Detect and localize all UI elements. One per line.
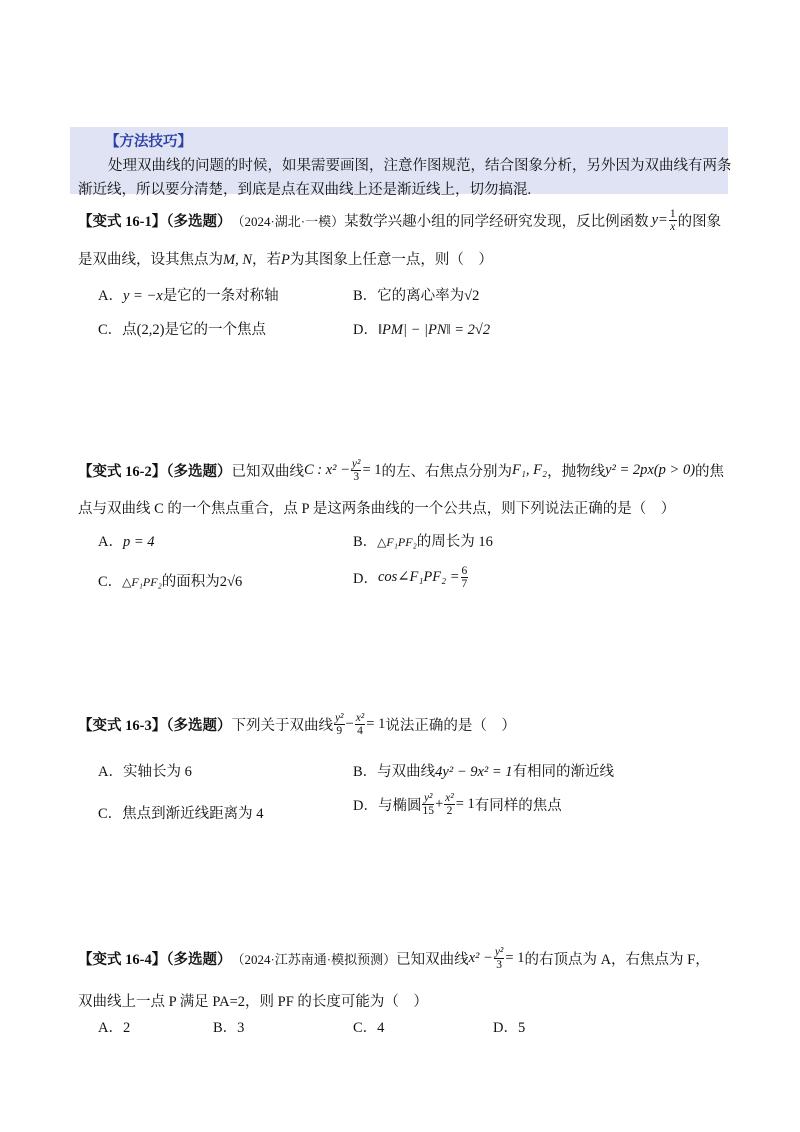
q2-option-b[interactable]: B．△F₁PF₂的周长为 16	[353, 534, 493, 550]
q4-option-d[interactable]: D．5	[493, 1020, 526, 1036]
q2-foci: F₁, F₂	[512, 462, 548, 478]
q4-stem-line-1: 【变式 16-4】（多选题） （2024·江苏南通·模拟预测） 已知双曲线 x² − $\frac{\text{y²}}{3}$ = 1 的右顶点为 A，右焦点为 F，	[78, 946, 710, 971]
q3-fraction-2: $\frac{\text{x²}}{4}$	[355, 712, 365, 737]
q1-point-p: P	[281, 252, 290, 268]
q1-option-a[interactable]: A．y = −x是它的一条对称轴	[98, 288, 279, 304]
q2-option-a[interactable]: A．p = 4	[98, 534, 155, 550]
q2-fraction: $\frac{\text{y²}}{3}$	[351, 458, 361, 483]
q1-source: （2024·湖北·一模）	[231, 214, 345, 229]
q1-foci: M, N	[223, 252, 252, 268]
q3-option-a[interactable]: A．实轴长为 6	[98, 764, 192, 780]
q1-option-b[interactable]: B．它的离心率为√2	[353, 288, 480, 304]
q4-heading: 【变式 16-4】（多选题）	[78, 952, 232, 968]
q4-curve: x² −	[468, 950, 493, 966]
q2-parabola: y² = 2px(p > 0)	[605, 462, 696, 478]
q3-option-c[interactable]: C．焦点到渐近线距离为 4	[98, 806, 264, 822]
q2-option-c[interactable]: C．△F₁PF₂的面积为2√6	[98, 574, 243, 590]
q2-curve: C : x² −	[303, 462, 350, 478]
q2-stem-line-1: 【变式 16-2】（多选题） 已知双曲线 C : x² − $\frac{\text{y²}}{3}$ = 1 的左、右焦点分别为 F₁, F₂ ，抛物线 y² = 2px(p > 0) 的焦	[78, 458, 725, 483]
q4-option-a[interactable]: A．2	[98, 1020, 131, 1036]
q1-function: y=	[651, 212, 668, 228]
q4-source: （2024·江苏南通·模拟预测）	[231, 952, 397, 967]
method-tips-box	[70, 127, 732, 198]
q1-stem-line-2: 是双曲线，设其焦点为M, N，若P为其图象上任意一点，则（ ）	[78, 252, 493, 268]
q3-option-d-fraction-2: $\frac{\text{x²}}{2}$	[445, 792, 454, 817]
method-tips-title: 【方法技巧】	[105, 134, 192, 150]
q1-heading: 【变式 16-1】（多选题）	[78, 214, 232, 230]
method-tips-line-1: 处理双曲线的问题的时候，如果需要画图，注意作图规范，结合图象分析，另外因为双曲线有两条	[108, 158, 732, 174]
q1-stem-text: 某数学兴趣小组的同学经研究发现，反比例函数	[344, 214, 649, 230]
q2-option-d[interactable]: D． cos∠F₁PF₂ = $\frac{6}{7}$	[353, 565, 468, 590]
q2-stem-line-2: 点与双曲线 C 的一个焦点重合，点 P 是这两条曲线的一个公共点，则下列说法正确的是（ ）	[78, 501, 676, 517]
q2-heading: 【变式 16-2】（多选题）	[78, 464, 232, 480]
q1-option-c[interactable]: C．点(2,2)是它的一个焦点	[98, 322, 266, 338]
q1-stem-line-1	[78, 208, 721, 233]
q3-option-b[interactable]: B．与双曲线4y² − 9x² = 1有相同的渐近线	[353, 764, 615, 780]
q1-fraction: $\frac{1}{x}$	[669, 208, 676, 233]
q2-option-d-fraction: $\frac{6}{7}$	[461, 565, 468, 590]
q4-stem-line-2: 双曲线上一点 P 满足 PA=2，则 PF 的长度可能为（ ）	[78, 994, 428, 1010]
q4-option-b[interactable]: B．3	[213, 1020, 245, 1036]
q3-heading: 【变式 16-3】（多选题）	[78, 718, 232, 734]
q4-fraction: $\frac{\text{y²}}{3}$	[494, 946, 504, 971]
q3-option-d-fraction-1: $\frac{\text{y²}}{15}$	[422, 792, 434, 817]
method-tips-line-2: 渐近线，所以要分清楚，到底是点在双曲线上还是渐近线上，切勿搞混.	[78, 182, 532, 198]
q3-option-d[interactable]: D． 与椭圆 $\frac{\text{y²}}{15}$ + $\frac{\text{x²}}{2}$ = 1 有同样的焦点	[353, 792, 562, 817]
q1-option-d[interactable]: D．‖PM| − |PN‖ = 2√2	[353, 322, 491, 338]
q4-option-c[interactable]: C．4	[353, 1020, 385, 1036]
q1-stem-end: 的图象	[677, 214, 722, 230]
q3-fraction-1: $\frac{\text{y²}}{9}$	[334, 712, 344, 737]
q3-stem-line-1: 【变式 16-3】（多选题） 下列关于双曲线 $\frac{\text{y²}}{9}$ − $\frac{\text{x²}}{4}$ = 1 说法正确的是（ ）	[78, 712, 516, 737]
